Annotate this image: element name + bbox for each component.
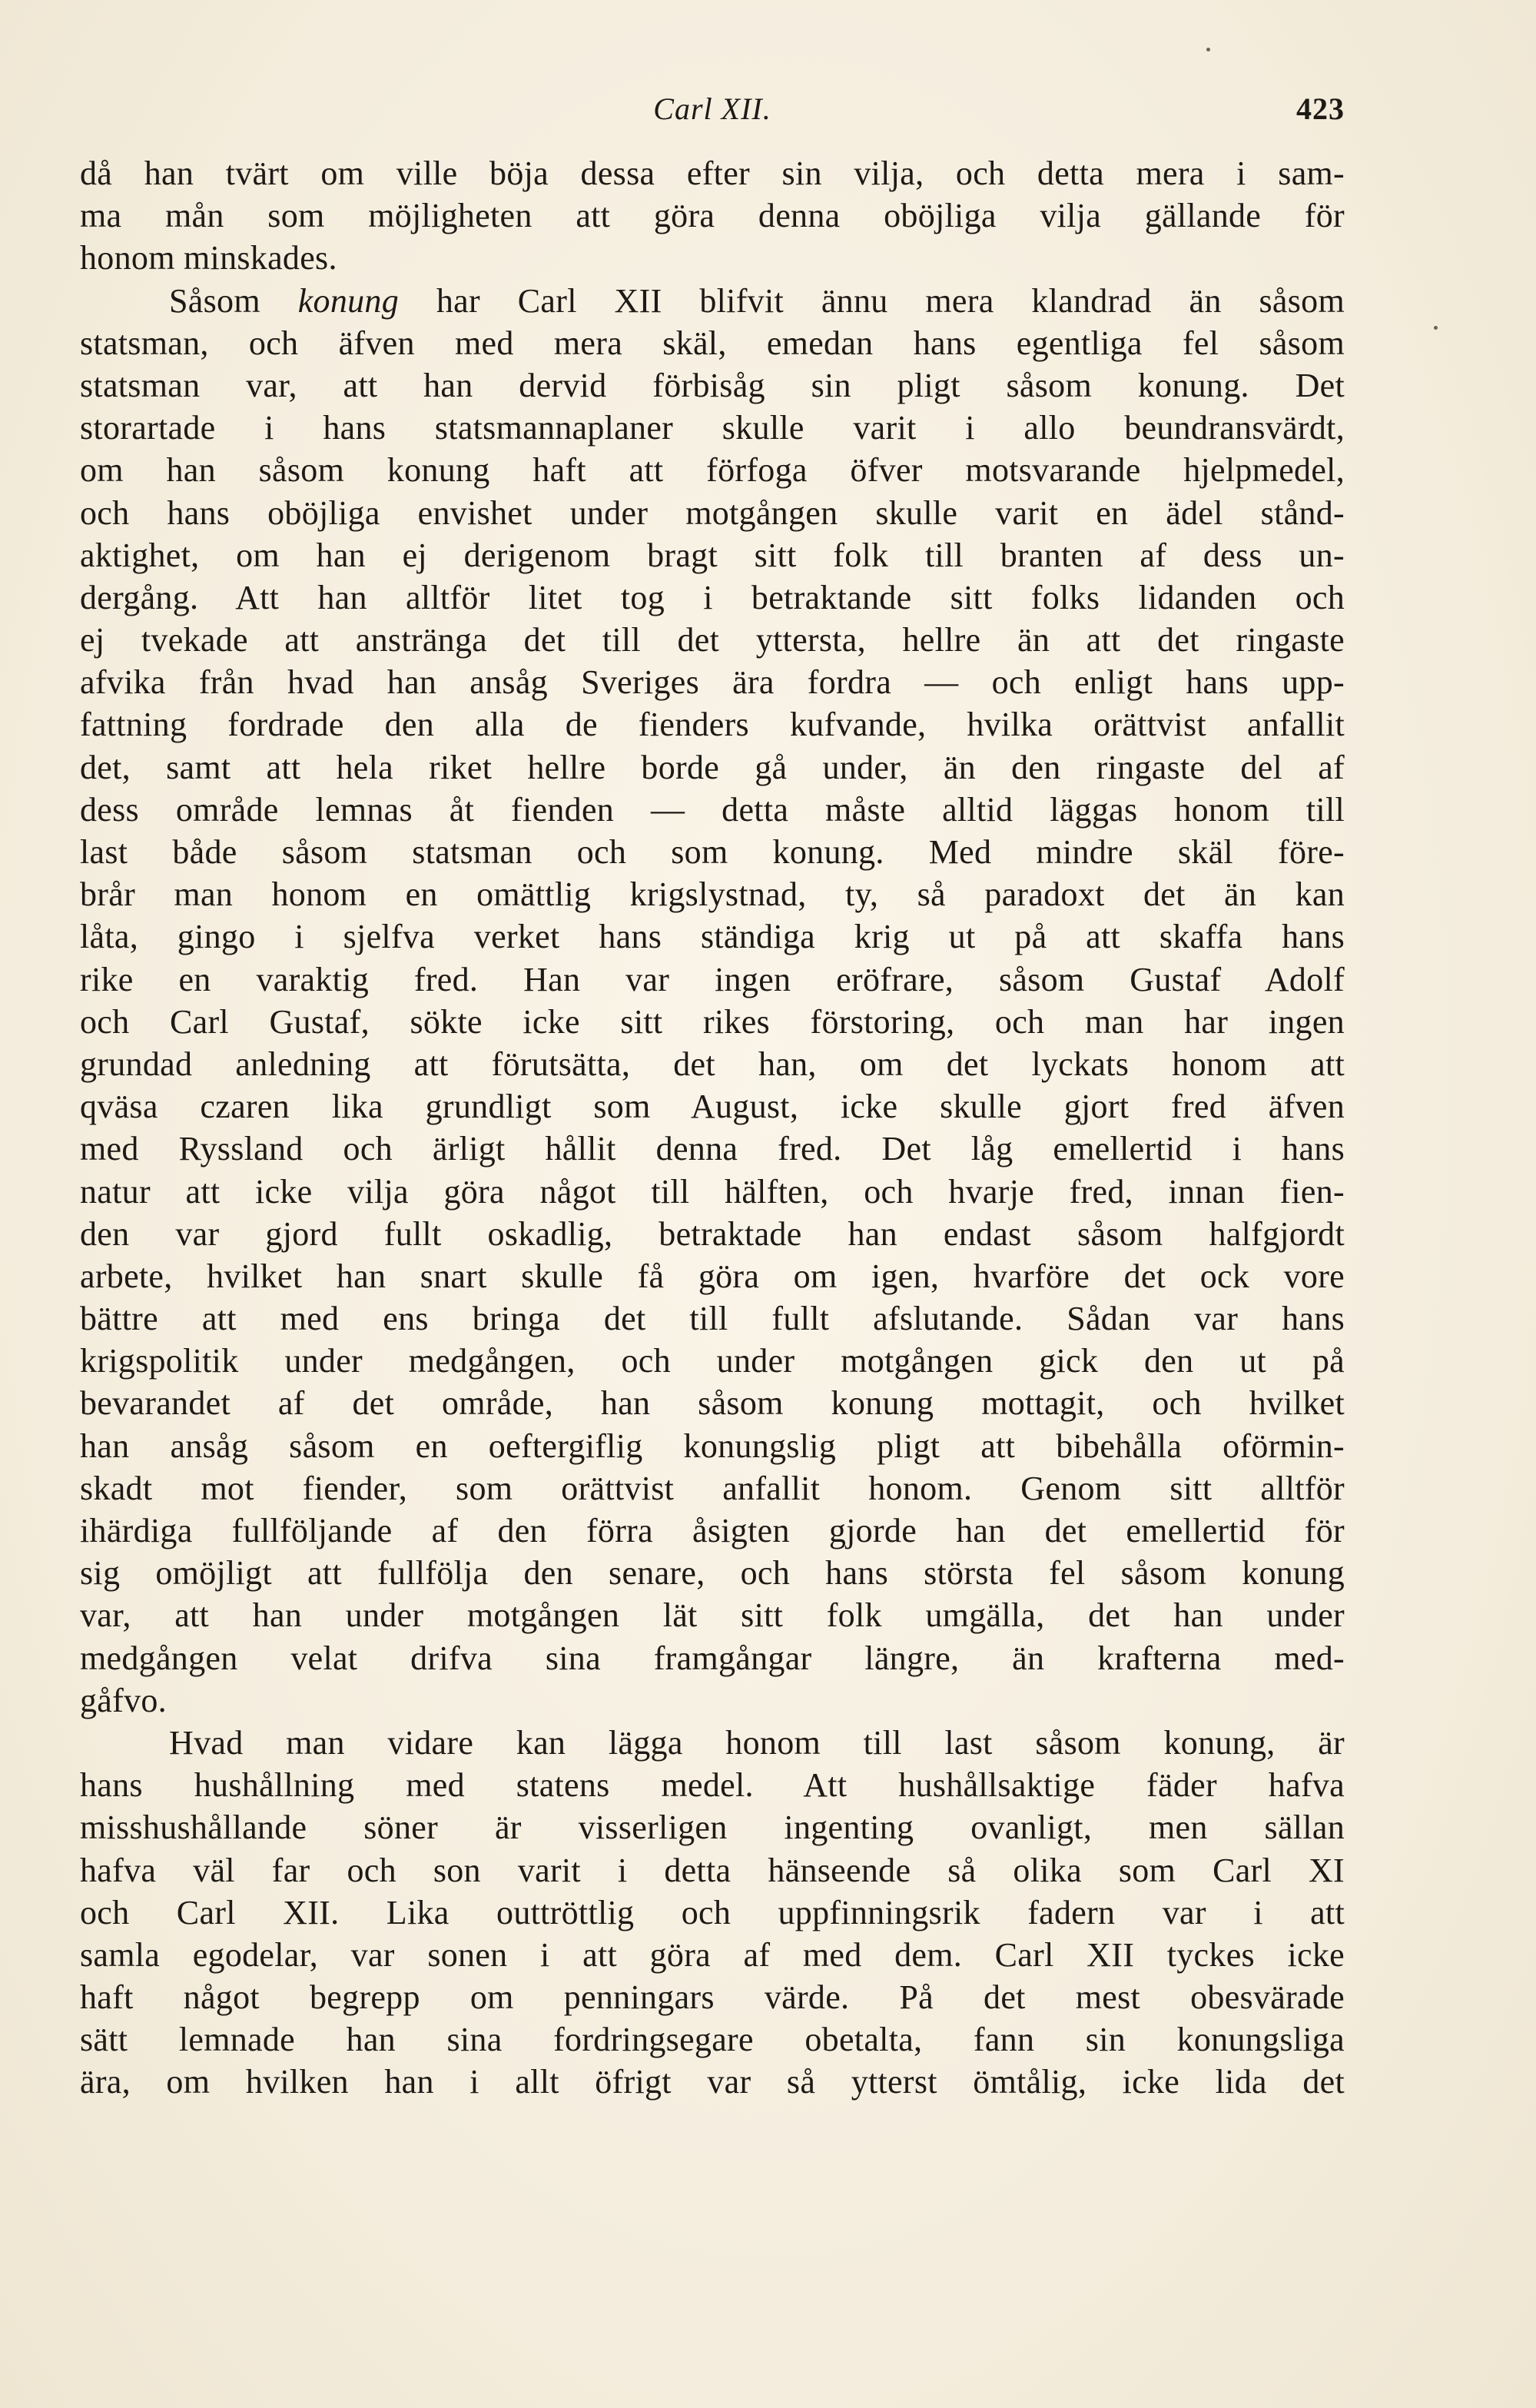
text-line: honom minskades. [80,239,337,277]
text-line: ma mån som möjligheten att göra denna oböjliga vilja gällande för [80,197,1345,235]
text-line: ihärdiga fullföljande af den förra åsigten gjorde han det emellertid för [80,1512,1345,1549]
running-head [80,86,1345,132]
text-line: och Carl XII. Lika outtröttlig och uppfinningsrik fadern var i att [80,1893,1345,1931]
text-line: ära, om hvilken han i allt öfrigt var så ytterst ömtålig, icke lida det [80,2063,1345,2101]
body-text [80,152,1345,2104]
text-line: hans hushållning med statens medel. Att hushållsaktige fäder hafva [80,1766,1345,1805]
text-line: skadt mot fiender, som orättvist anfallit honom. Genom sitt alltför [80,1469,1345,1507]
text-line: den var gjord fullt oskadlig, betraktade han endast såsom halfgjordt [80,1214,1345,1253]
text-line: då han tvärt om ville böja dessa efter sin vilja, och detta mera i sam- [80,154,1345,192]
text-line: sätt lemnade han sina fordringsegare obetalta, fann sin konungsliga [80,2021,1345,2059]
text-line: rike en varaktig fred. Han var ingen eröfrare, såsom Gustaf Adolf [80,960,1345,998]
text-line: aktighet, om han ej derigenom bragt sitt folk till branten af dess un- [80,536,1345,574]
paper-speck [1206,48,1210,51]
text-line: det, samt att hela riket hellre borde gå under, än den ringaste del af [80,748,1345,786]
page-number: 423 [1296,91,1345,126]
text-line: och hans oböjliga envishet under motgången skulle varit en ädel stånd- [80,493,1345,532]
text-line: han ansåg såsom en oeftergiflig konungslig pligt att bibehålla oförmin- [80,1427,1345,1465]
text-line: bevarandet af det område, han såsom konung mottagit, och hvilket [80,1384,1345,1423]
text-line: krigspolitik under medgången, och under motgången gick den ut på [80,1342,1345,1380]
text-line: medgången velat drifva sina framgångar längre, än krafterna med- [80,1639,1345,1677]
running-title: Carl XII. [653,91,771,126]
text-line: om han såsom konung haft att förfoga öfver motsvarande hjelpmedel, [80,451,1345,490]
text-line: dergång. Att han alltför litet tog i betraktande sitt folks lidanden och [80,578,1345,616]
text-line: statsman, och äfven med mera skäl, emedan hans egentliga fel såsom [80,324,1345,362]
text-line: bättre att med ens bringa det till fullt afslutande. Sådan var hans [80,1300,1345,1338]
text-line: med Ryssland och ärligt hållit denna fred. Det låg emellertid i hans [80,1130,1345,1168]
emphasized-word: konung [297,281,400,320]
text-line: fattning fordrade den alla de fienders kufvande, hvilka orättvist anfallit [80,706,1345,744]
text-line: brår man honom en omättlig krigslystnad, ty, så paradoxt det än kan [80,875,1345,914]
paper-speck [1434,326,1438,330]
text-line: storartade i hans statsmannaplaner skulle varit i allo beundransvärdt, [80,409,1345,447]
line-segment: Såsom [169,281,260,320]
text-line: Hvad man vidare kan lägga honom till last såsom konung, är [169,1723,1345,1762]
text-line: qväsa czaren lika grundligt som August, icke skulle gjort fred äfven [80,1088,1345,1126]
text-line: statsman var, att han dervid förbisåg sin pligt såsom konung. Det [80,366,1345,404]
text-line: arbete, hvilket han snart skulle få göra om igen, hvarföre det ock vore [80,1257,1345,1295]
text-line: haft något begrepp om penningars värde. På det mest obesvärade [80,1978,1345,2017]
text-line: ej tvekade att anstränga det till det yttersta, hellre än att det ringaste [80,621,1345,659]
text-line: dess område lemnas åt fienden — detta måste alltid läggas honom till [80,790,1345,829]
text-line: sig omöjligt att fullfölja den senare, och hans största fel såsom konung [80,1554,1345,1593]
text-line: natur att icke vilja göra något till hälften, och hvarje fred, innan fien- [80,1172,1345,1211]
text-line [80,280,1345,322]
text-line: afvika från hvad han ansåg Sveriges ära fordra — och enligt hans upp- [80,663,1345,702]
text-line: misshushållande söner är visserligen ingenting ovanligt, men sällan [80,1808,1345,1847]
text-line: var, att han under motgången lät sitt folk umgälla, det han under [80,1596,1345,1635]
line-segment: har Carl XII blifvit ännu mera klandrad än såsom [436,281,1345,320]
text-line: samla egodelar, var sonen i att göra af med dem. Carl XII tyckes icke [80,1935,1345,1974]
text-line: hafva väl far och son varit i detta hänseende så olika som Carl XI [80,1851,1345,1889]
text-line: grundad anledning att förutsätta, det han, om det lyckats honom att [80,1045,1345,1083]
text-line: gåfvo. [80,1681,167,1719]
text-line: låta, gingo i sjelfva verket hans ständiga krig ut på att skaffa hans [80,918,1345,956]
text-line: last både såsom statsman och som konung. Med mindre skäl före- [80,833,1345,871]
text-line: och Carl Gustaf, sökte icke sitt rikes förstoring, och man har ingen [80,1002,1345,1041]
